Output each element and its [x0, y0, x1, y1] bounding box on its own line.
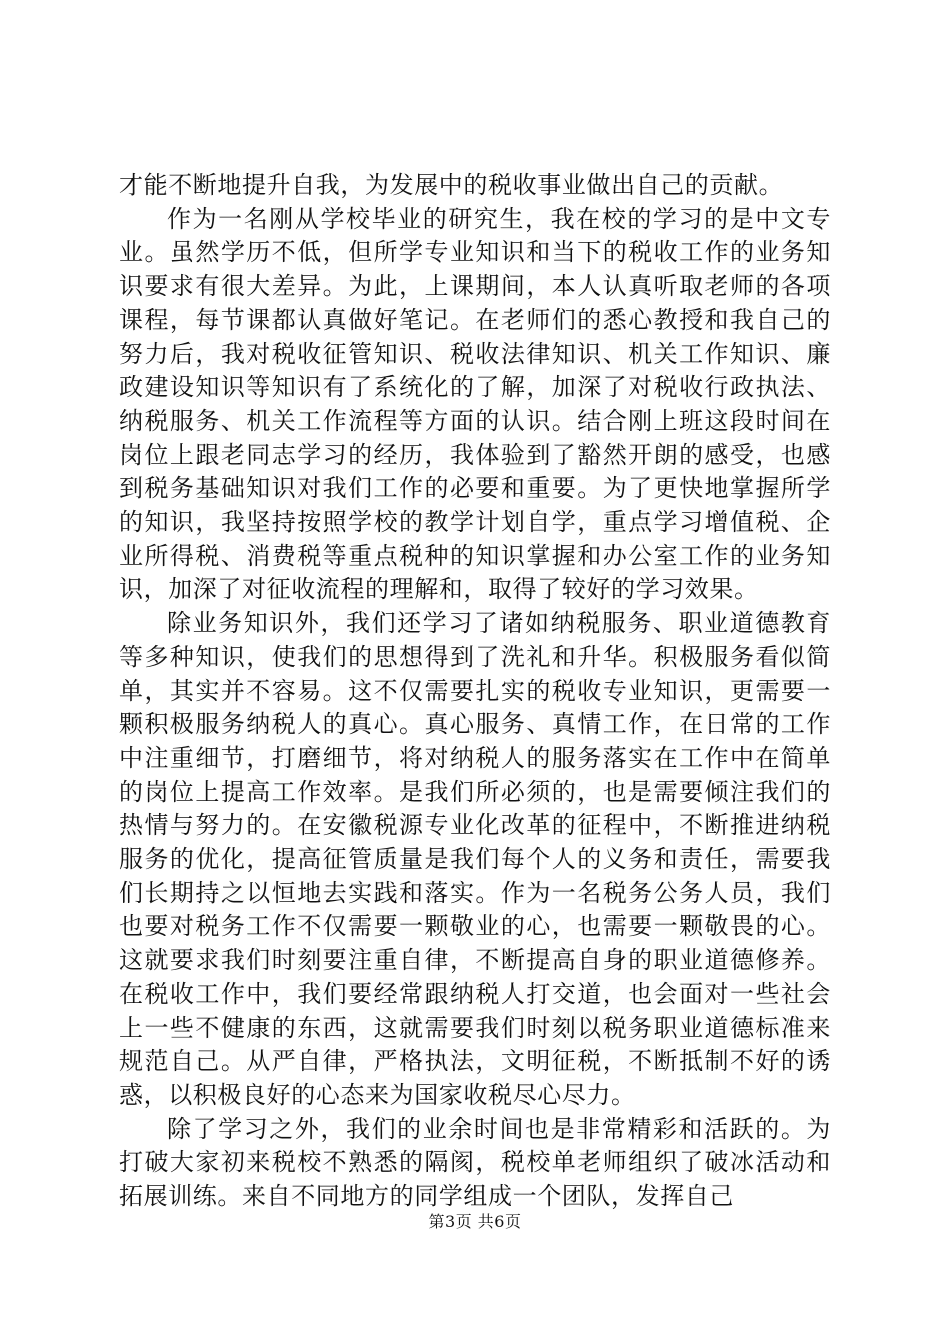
paragraph-spare-time: 除了学习之外，我们的业余时间也是非常精彩和活跃的。为打破大家初来税校不熟悉的隔阂，税校单老师组织了破冰活动和拓展训练。来自不同地方的同学组成一个团队，发挥自己 — [119, 1114, 831, 1211]
document-body — [119, 169, 831, 1214]
paragraph-study-experience: 作为一名刚从学校毕业的研究生，我在校的学习的是中文专业。虽然学历不低，但所学专业知识和当下的税收工作的业务知识要求有很大差异。为此，上课期间，本人认真听取老师的各项课程，每节课都认真做好笔记。在老师们的悉心教授和我自己的努力后，我对税收征管知识、税收法律知识、机关工作知识、廉政建设知识等知识有了系统化的了解，加深了对税收行政执法、纳税服务、机关工作流程等方面的认识。结合刚上班这段时间在岗位上跟老同志学习的经历，我体验到了豁然开朗的感受，也感到税务基础知识对我们工作的必要和重要。为了更快地掌握所学的知识，我坚持按照学校的教学计划自学，重点学习增值税、企业所得税、消费税等重点税种的知识掌握和办公室工作的业务知识，加深了对征收流程的理解和，取得了较好的学习效果。 — [119, 204, 831, 604]
paragraph-continuation: 才能不断地提升自我，为发展中的税收事业做出自己的贡献。 — [119, 171, 784, 199]
paragraph-service-ethics: 除业务知识外，我们还学习了诸如纳税服务、职业道德教育等多种知识，使我们的思想得到了洗礼和升华。积极服务看似简单，其实并不容易。这不仅需要扎实的税收专业知识，更需要一颗积极服务纳税人的真心。真心服务、真情工作，在日常的工作中注重细节，打磨细节，将对纳税人的服务落实在工作中在简单的岗位上提高工作效率。是我们所必须的，也是需要倾注我们的热情与努力的。在安徽税源专业化改革的征程中，不断推进纳税服务的优化，提高征管质量是我们每个人的义务和责任，需要我们长期持之以恒地去实践和落实。作为一名税务公务人员，我们也要对税务工作不仅需要一颗敬业的心，也需要一颗敬畏的心。这就要求我们时刻要注重自律，不断提高自身的职业道德修养。在税收工作中，我们要经常跟纳税人打交道，也会面对一些社会上一些不健康的东西，这就需要我们时刻以税务职业道德标准来规范自己。从严自律，严格执法，文明征税，不断抵制不好的诱惑，以积极良好的心态来为国家收税尽心尽力。 — [119, 609, 831, 1109]
page-number-footer: 第3页 共6页 — [428, 1212, 522, 1231]
